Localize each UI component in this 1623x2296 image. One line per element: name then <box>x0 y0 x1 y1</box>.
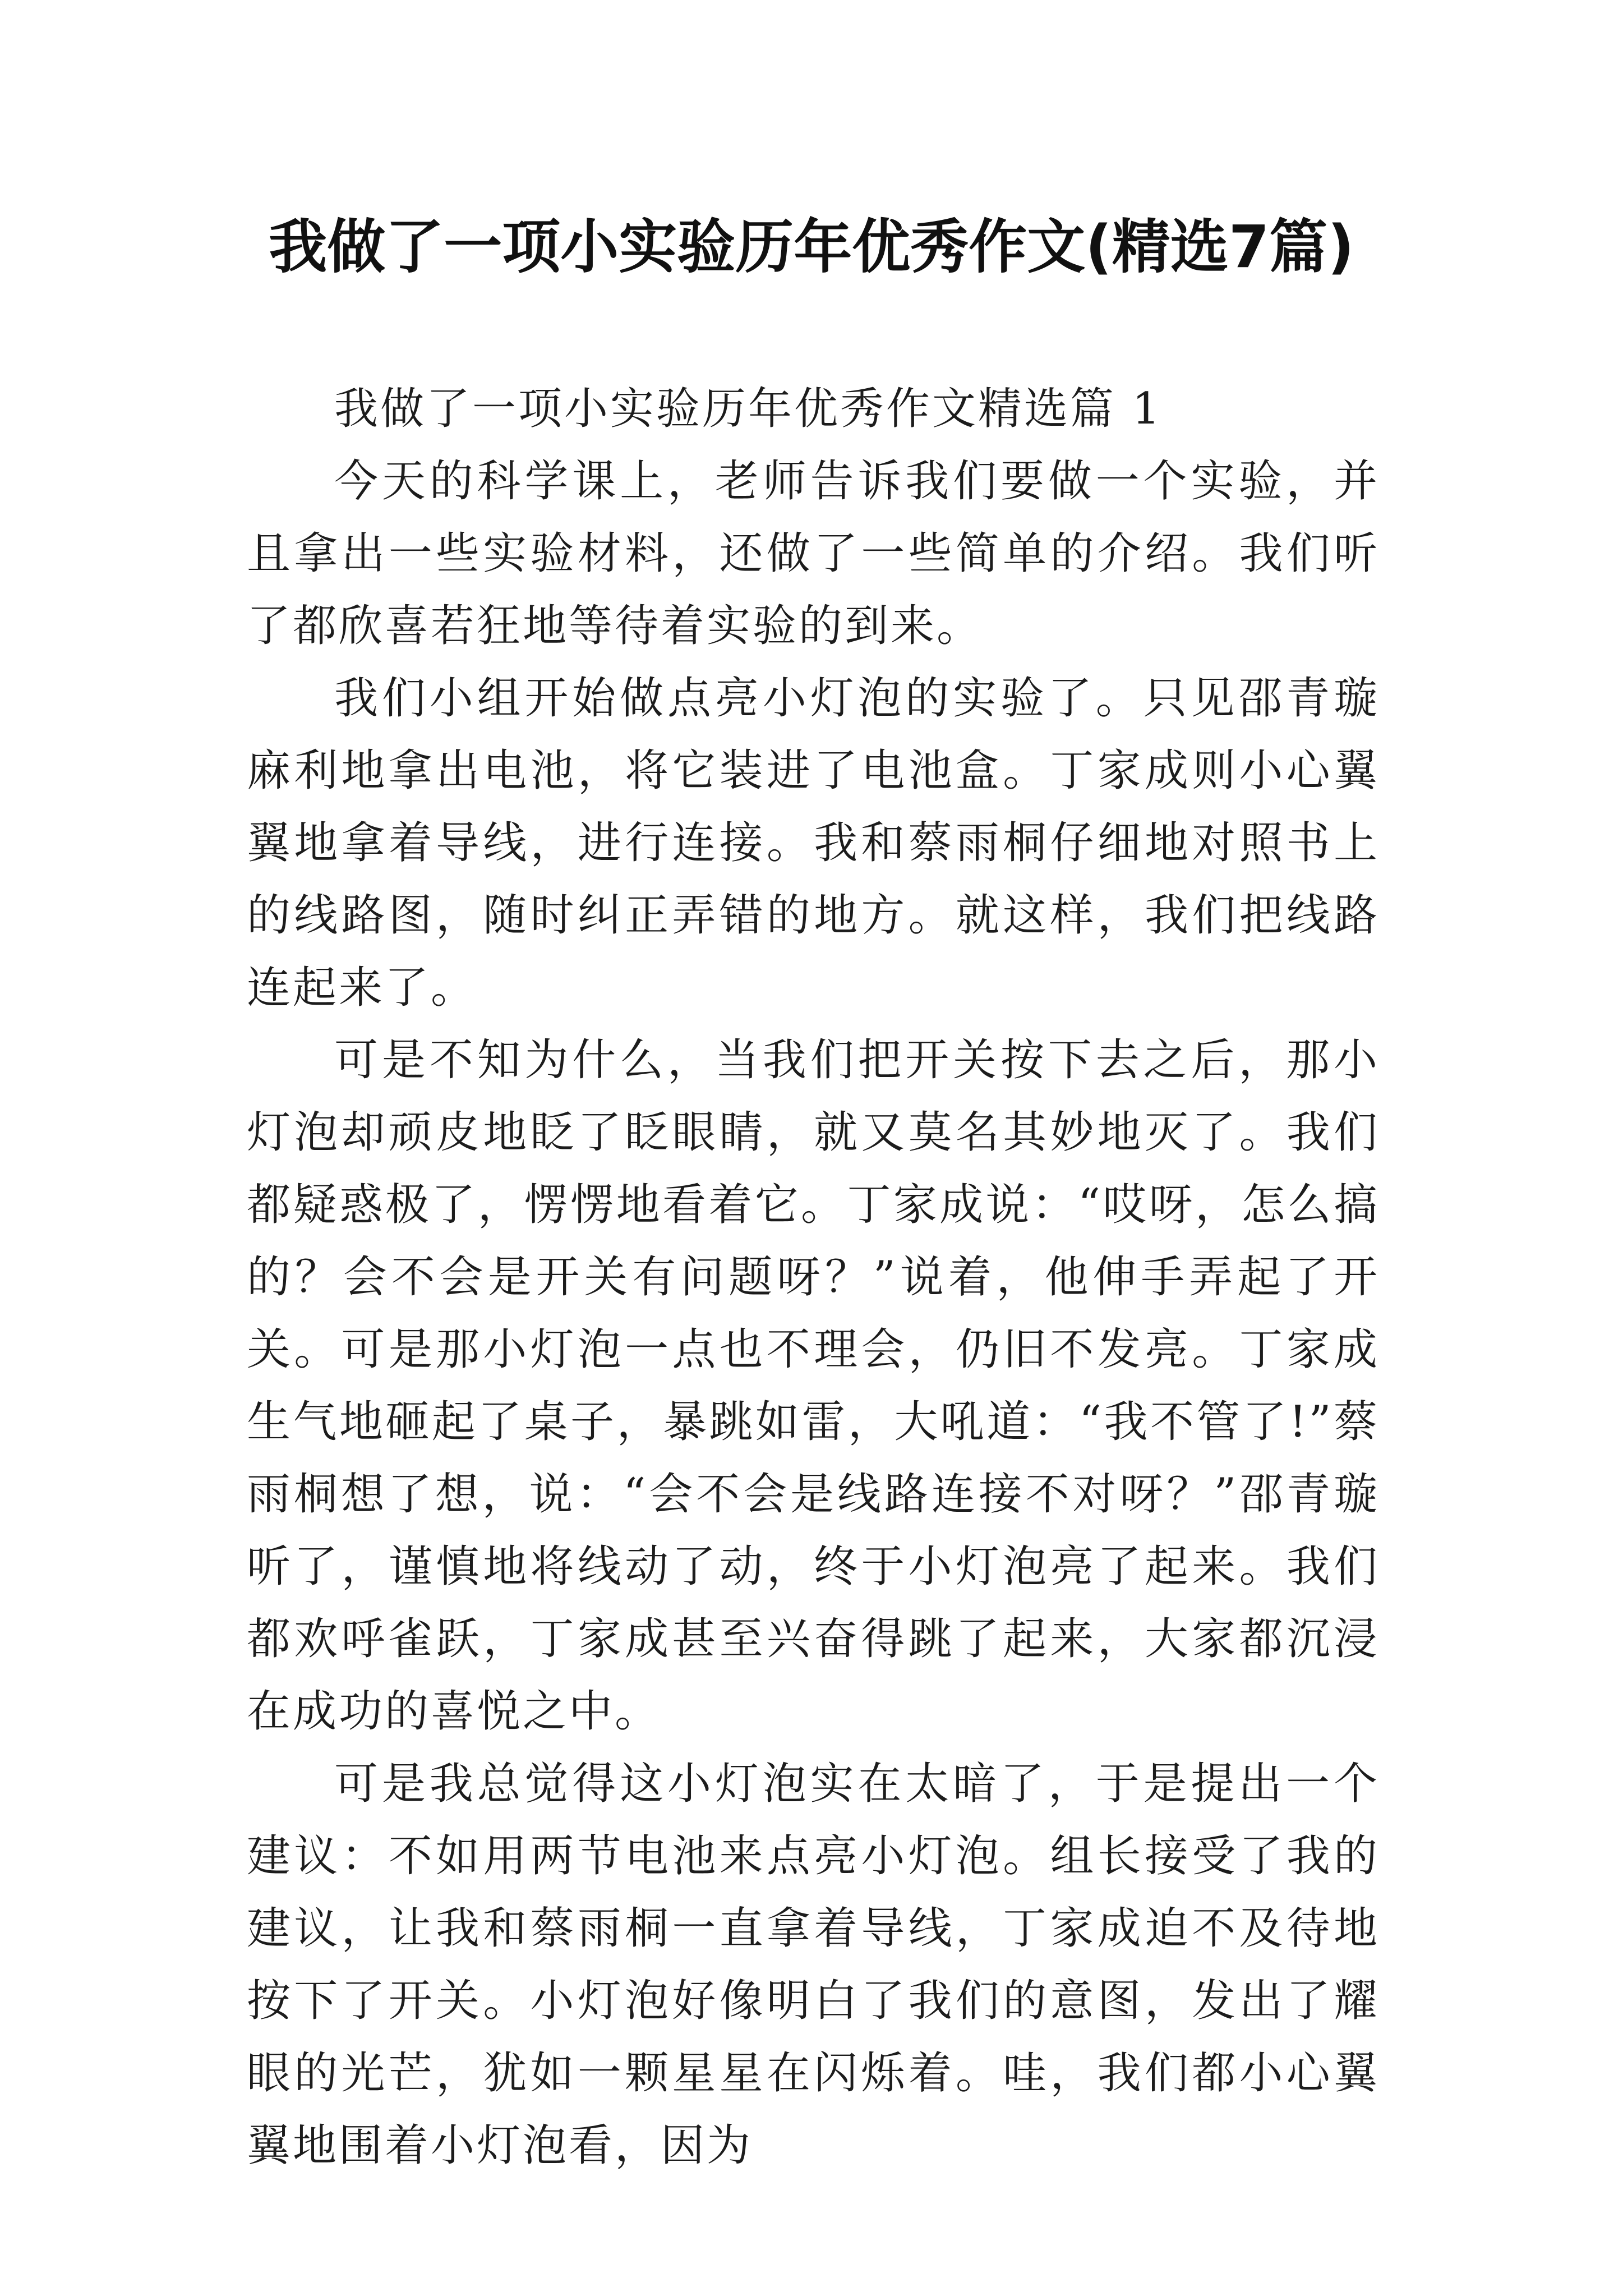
paragraph-1: 今天的科学课上，老师告诉我们要做一个实验，并且拿出一些实验材料，还做了一些简单的介绍。我们听了都欣喜若狂地等待着实验的到来。 <box>247 456 1380 651</box>
paragraph-3: 可是不知为什么，当我们把开关按下去之后，那小灯泡却顽皮地眨了眨眼睛，就又莫名其妙地灭了。我们都疑惑极了，愣愣地看着它。丁家成说：“哎呀，怎么搞的？会不会是开关有问题呀？”说着，他伸手弄起了开关。可是那小灯泡一点也不理会，仍旧不发亮。丁家成生气地砸起了桌子，暴跳如雷，大吼道：“我不管了!”蔡雨桐想了想，说：“会不会是线路连接不对呀？”邵青璇听了，谨慎地将线动了动，终于小灯泡亮了起来。我们都欢呼雀跃，丁家成甚至兴奋得跳了起来，大家都沉浸在成功的喜悦之中。 <box>247 1035 1380 1737</box>
paragraph-2: 我们小组开始做点亮小灯泡的实验了。只见邵青璇麻利地拿出电池，将它装进了电池盒。丁家成则小心翼翼地拿着导线，进行连接。我和蔡雨桐仔细地对照书上的线路图，随时纠正弄错的地方。就这样，我们把线路连起来了。 <box>247 673 1380 1013</box>
document-title: 我做了一项小实验历年优秀作文(精选7篇) <box>269 213 1354 281</box>
section-heading: 我做了一项小实验历年优秀作文精选篇 1 <box>334 384 1163 434</box>
paragraph-4: 可是我总觉得这小灯泡实在太暗了，于是提出一个建议：不如用两节电池来点亮小灯泡。组长接受了我的建议，让我和蔡雨桐一直拿着导线，丁家成迫不及待地按下了开关。小灯泡好像明白了我们的意图，发出了耀眼的光芒，犹如一颗星星在闪烁着。哇，我们都小心翼翼地围着小灯泡看，因为 <box>247 1759 1380 2171</box>
document-body <box>247 373 1380 2182</box>
